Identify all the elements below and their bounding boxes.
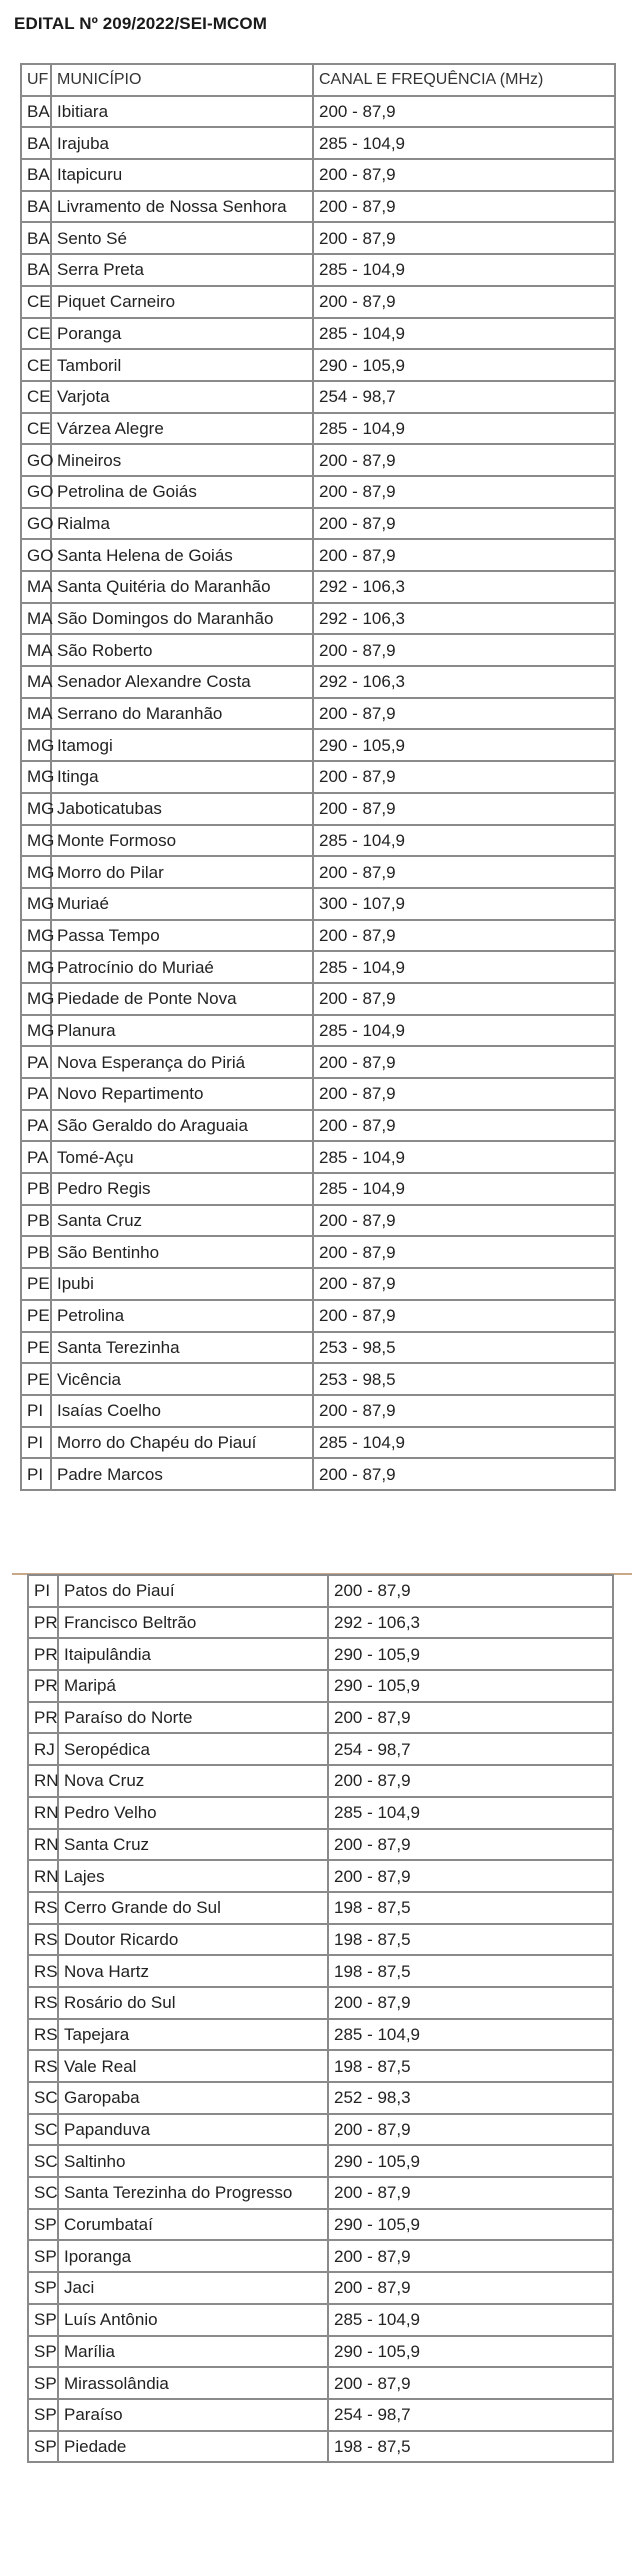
cell-canal-frequencia: 200 - 87,9 <box>313 1236 615 1268</box>
table-row <box>21 159 615 191</box>
cell-canal-frequencia: 253 - 98,5 <box>313 1332 615 1364</box>
cell-municipio: Várzea Alegre <box>51 413 313 445</box>
cell-uf: RS <box>28 1892 58 1924</box>
cell-canal-frequencia: 200 - 87,9 <box>313 634 615 666</box>
cell-uf: MA <box>21 666 51 698</box>
cell-canal-frequencia: 200 - 87,9 <box>313 983 615 1015</box>
cell-uf: SP <box>28 2431 58 2463</box>
cell-municipio: Isaías Coelho <box>51 1395 313 1427</box>
cell-uf: RN <box>28 1860 58 1892</box>
table-row <box>21 603 615 635</box>
cell-municipio: Paraíso <box>58 2399 328 2431</box>
cell-uf: SP <box>28 2399 58 2431</box>
cell-canal-frequencia: 290 - 105,9 <box>328 2336 613 2368</box>
table-row <box>21 983 615 1015</box>
cell-municipio: Monte Formoso <box>51 825 313 857</box>
cell-uf: SC <box>28 2177 58 2209</box>
cell-canal-frequencia: 198 - 87,5 <box>328 1924 613 1956</box>
cell-canal-frequencia: 200 - 87,9 <box>328 1575 613 1607</box>
cell-canal-frequencia: 200 - 87,9 <box>328 1860 613 1892</box>
cell-municipio: Saltinho <box>58 2145 328 2177</box>
table-row <box>28 1575 613 1607</box>
cell-municipio: Piedade <box>58 2431 328 2463</box>
cell-canal-frequencia: 285 - 104,9 <box>313 1173 615 1205</box>
cell-municipio: Livramento de Nossa Senhora <box>51 191 313 223</box>
cell-uf: PI <box>21 1395 51 1427</box>
cell-municipio: Itapicuru <box>51 159 313 191</box>
table-row <box>21 1458 615 1490</box>
cell-uf: PI <box>21 1458 51 1490</box>
cell-canal-frequencia: 292 - 106,3 <box>313 603 615 635</box>
cell-municipio: Itamogi <box>51 729 313 761</box>
cell-canal-frequencia: 285 - 104,9 <box>328 2304 613 2336</box>
cell-uf: CE <box>21 413 51 445</box>
table-row <box>28 2145 613 2177</box>
table-row <box>21 191 615 223</box>
cell-municipio: Itaipulândia <box>58 1638 328 1670</box>
cell-uf: PR <box>28 1607 58 1639</box>
table-row <box>21 476 615 508</box>
table-row <box>28 1860 613 1892</box>
cell-municipio: Lajes <box>58 1860 328 1892</box>
cell-uf: PB <box>21 1236 51 1268</box>
table-header-row <box>21 64 615 96</box>
table-row <box>21 1395 615 1427</box>
cell-municipio: Nova Cruz <box>58 1765 328 1797</box>
table-row <box>21 539 615 571</box>
cell-municipio: Pedro Velho <box>58 1797 328 1829</box>
cell-municipio: Petrolina de Goiás <box>51 476 313 508</box>
cell-municipio: Marília <box>58 2336 328 2368</box>
cell-uf: PB <box>21 1205 51 1237</box>
table-row <box>21 951 615 983</box>
cell-canal-frequencia: 200 - 87,9 <box>313 698 615 730</box>
cell-canal-frequencia: 200 - 87,9 <box>313 761 615 793</box>
cell-canal-frequencia: 290 - 105,9 <box>328 1638 613 1670</box>
table-row <box>21 856 615 888</box>
channel-table-part-2 <box>27 1574 614 2463</box>
cell-uf: CE <box>21 381 51 413</box>
cell-uf: MG <box>21 793 51 825</box>
table-row <box>28 1987 613 2019</box>
cell-canal-frequencia: 200 - 87,9 <box>313 96 615 128</box>
table-row <box>28 2114 613 2146</box>
table-row <box>21 698 615 730</box>
cell-canal-frequencia: 292 - 106,3 <box>328 1607 613 1639</box>
table-row <box>21 1078 615 1110</box>
cell-municipio: Planura <box>51 1015 313 1047</box>
table-row <box>21 1427 615 1459</box>
cell-canal-frequencia: 254 - 98,7 <box>313 381 615 413</box>
cell-municipio: Patos do Piauí <box>58 1575 328 1607</box>
table-row <box>21 381 615 413</box>
cell-canal-frequencia: 200 - 87,9 <box>313 444 615 476</box>
cell-canal-frequencia: 252 - 98,3 <box>328 2082 613 2114</box>
table-row <box>21 634 615 666</box>
cell-uf: BA <box>21 191 51 223</box>
cell-canal-frequencia: 200 - 87,9 <box>313 286 615 318</box>
cell-municipio: Passa Tempo <box>51 920 313 952</box>
cell-canal-frequencia: 285 - 104,9 <box>313 254 615 286</box>
table-row <box>21 127 615 159</box>
cell-municipio: Varjota <box>51 381 313 413</box>
cell-canal-frequencia: 200 - 87,9 <box>313 222 615 254</box>
cell-uf: SP <box>28 2272 58 2304</box>
cell-municipio: Novo Repartimento <box>51 1078 313 1110</box>
cell-uf: RJ <box>28 1733 58 1765</box>
table-row <box>21 793 615 825</box>
table-row <box>28 1638 613 1670</box>
cell-municipio: Sento Sé <box>51 222 313 254</box>
cell-canal-frequencia: 198 - 87,5 <box>328 2050 613 2082</box>
cell-municipio: Luís Antônio <box>58 2304 328 2336</box>
cell-municipio: Cerro Grande do Sul <box>58 1892 328 1924</box>
cell-canal-frequencia: 285 - 104,9 <box>313 318 615 350</box>
table-row <box>21 1300 615 1332</box>
table-row <box>21 761 615 793</box>
table-row <box>28 2209 613 2241</box>
cell-uf: MG <box>21 825 51 857</box>
cell-uf: BA <box>21 127 51 159</box>
cell-municipio: Corumbataí <box>58 2209 328 2241</box>
table-row <box>21 349 615 381</box>
cell-municipio: Jaci <box>58 2272 328 2304</box>
table-row <box>28 1607 613 1639</box>
cell-municipio: Vicência <box>51 1363 313 1395</box>
table-row <box>28 2050 613 2082</box>
cell-uf: PR <box>28 1670 58 1702</box>
cell-uf: PR <box>28 1702 58 1734</box>
cell-canal-frequencia: 200 - 87,9 <box>313 1078 615 1110</box>
cell-uf: CE <box>21 318 51 350</box>
cell-canal-frequencia: 198 - 87,5 <box>328 1955 613 1987</box>
cell-canal-frequencia: 292 - 106,3 <box>313 571 615 603</box>
cell-canal-frequencia: 200 - 87,9 <box>313 508 615 540</box>
cell-canal-frequencia: 200 - 87,9 <box>328 1829 613 1861</box>
table-row <box>21 1173 615 1205</box>
cell-municipio: Santa Quitéria do Maranhão <box>51 571 313 603</box>
cell-municipio: Tapejara <box>58 2019 328 2051</box>
cell-municipio: Seropédica <box>58 1733 328 1765</box>
cell-uf: RS <box>28 2019 58 2051</box>
cell-uf: RN <box>28 1765 58 1797</box>
cell-canal-frequencia: 290 - 105,9 <box>313 349 615 381</box>
cell-uf: MG <box>21 1015 51 1047</box>
table-row <box>28 2399 613 2431</box>
cell-canal-frequencia: 254 - 98,7 <box>328 1733 613 1765</box>
cell-uf: SC <box>28 2145 58 2177</box>
cell-canal-frequencia: 200 - 87,9 <box>313 856 615 888</box>
cell-municipio: Patrocínio do Muriaé <box>51 951 313 983</box>
cell-municipio: Serrano do Maranhão <box>51 698 313 730</box>
cell-uf: MG <box>21 983 51 1015</box>
table-row <box>28 2019 613 2051</box>
table-row <box>28 2367 613 2399</box>
cell-canal-frequencia: 285 - 104,9 <box>313 951 615 983</box>
cell-municipio: Senador Alexandre Costa <box>51 666 313 698</box>
cell-canal-frequencia: 200 - 87,9 <box>313 1205 615 1237</box>
cell-canal-frequencia: 253 - 98,5 <box>313 1363 615 1395</box>
cell-uf: PE <box>21 1268 51 1300</box>
cell-uf: BA <box>21 96 51 128</box>
table-row <box>28 1797 613 1829</box>
table-row <box>21 1110 615 1142</box>
table-row <box>21 1363 615 1395</box>
cell-canal-frequencia: 285 - 104,9 <box>313 127 615 159</box>
cell-municipio: Petrolina <box>51 1300 313 1332</box>
cell-canal-frequencia: 200 - 87,9 <box>313 1110 615 1142</box>
cell-canal-frequencia: 200 - 87,9 <box>328 2367 613 2399</box>
cell-canal-frequencia: 285 - 104,9 <box>328 2019 613 2051</box>
table-row <box>21 222 615 254</box>
cell-uf: PA <box>21 1141 51 1173</box>
cell-canal-frequencia: 200 - 87,9 <box>328 2240 613 2272</box>
cell-municipio: Francisco Beltrão <box>58 1607 328 1639</box>
cell-municipio: Garopaba <box>58 2082 328 2114</box>
cell-canal-frequencia: 285 - 104,9 <box>313 1141 615 1173</box>
cell-uf: BA <box>21 222 51 254</box>
cell-canal-frequencia: 200 - 87,9 <box>313 1268 615 1300</box>
cell-uf: PE <box>21 1300 51 1332</box>
cell-municipio: Ibitiara <box>51 96 313 128</box>
cell-municipio: Santa Terezinha <box>51 1332 313 1364</box>
cell-canal-frequencia: 200 - 87,9 <box>328 2114 613 2146</box>
cell-municipio: Itinga <box>51 761 313 793</box>
cell-uf: MA <box>21 698 51 730</box>
table-row <box>28 2082 613 2114</box>
table-row <box>28 1924 613 1956</box>
table-row <box>21 1141 615 1173</box>
cell-municipio: Maripá <box>58 1670 328 1702</box>
cell-uf: SP <box>28 2240 58 2272</box>
cell-municipio: Santa Cruz <box>51 1205 313 1237</box>
cell-canal-frequencia: 200 - 87,9 <box>313 159 615 191</box>
cell-uf: PI <box>28 1575 58 1607</box>
cell-municipio: Iporanga <box>58 2240 328 2272</box>
cell-municipio: São Bentinho <box>51 1236 313 1268</box>
cell-uf: SP <box>28 2367 58 2399</box>
table-row <box>28 1733 613 1765</box>
cell-uf: MG <box>21 856 51 888</box>
cell-municipio: Rosário do Sul <box>58 1987 328 2019</box>
table-row <box>28 1670 613 1702</box>
cell-municipio: Tamboril <box>51 349 313 381</box>
cell-municipio: Rialma <box>51 508 313 540</box>
cell-canal-frequencia: 198 - 87,5 <box>328 2431 613 2463</box>
cell-uf: SP <box>28 2336 58 2368</box>
cell-canal-frequencia: 200 - 87,9 <box>328 2272 613 2304</box>
table-row <box>28 1765 613 1797</box>
table-row <box>21 254 615 286</box>
cell-uf: PA <box>21 1046 51 1078</box>
table-row <box>28 2240 613 2272</box>
cell-canal-frequencia: 200 - 87,9 <box>328 1765 613 1797</box>
table-row <box>21 1205 615 1237</box>
cell-uf: MA <box>21 603 51 635</box>
cell-uf: MA <box>21 571 51 603</box>
cell-municipio: Morro do Chapéu do Piauí <box>51 1427 313 1459</box>
cell-uf: SC <box>28 2114 58 2146</box>
table-row <box>21 571 615 603</box>
table-row <box>28 1892 613 1924</box>
cell-municipio: São Roberto <box>51 634 313 666</box>
table-row <box>21 888 615 920</box>
table-row <box>21 825 615 857</box>
cell-canal-frequencia: 200 - 87,9 <box>313 476 615 508</box>
cell-municipio: Santa Terezinha do Progresso <box>58 2177 328 2209</box>
cell-uf: RS <box>28 1987 58 2019</box>
cell-canal-frequencia: 285 - 104,9 <box>328 1797 613 1829</box>
cell-uf: GO <box>21 508 51 540</box>
cell-canal-frequencia: 200 - 87,9 <box>313 539 615 571</box>
cell-canal-frequencia: 200 - 87,9 <box>328 1702 613 1734</box>
cell-municipio: Mineiros <box>51 444 313 476</box>
cell-municipio: Tomé-Açu <box>51 1141 313 1173</box>
cell-uf: GO <box>21 444 51 476</box>
cell-municipio: Padre Marcos <box>51 1458 313 1490</box>
cell-canal-frequencia: 200 - 87,9 <box>313 1300 615 1332</box>
table-row <box>28 2177 613 2209</box>
table-row <box>28 2272 613 2304</box>
table-row <box>21 666 615 698</box>
cell-canal-frequencia: 290 - 105,9 <box>328 1670 613 1702</box>
table-row <box>21 920 615 952</box>
cell-canal-frequencia: 285 - 104,9 <box>313 1015 615 1047</box>
table-row <box>21 1268 615 1300</box>
cell-canal-frequencia: 200 - 87,9 <box>313 191 615 223</box>
table-row <box>28 2431 613 2463</box>
table-row <box>21 1015 615 1047</box>
cell-municipio: Irajuba <box>51 127 313 159</box>
cell-uf: RS <box>28 1924 58 1956</box>
cell-canal-frequencia: 200 - 87,9 <box>313 1458 615 1490</box>
cell-municipio: Morro do Pilar <box>51 856 313 888</box>
cell-canal-frequencia: 200 - 87,9 <box>328 2177 613 2209</box>
table-row <box>21 1046 615 1078</box>
cell-municipio: Nova Esperança do Piriá <box>51 1046 313 1078</box>
cell-municipio: Serra Preta <box>51 254 313 286</box>
table-row <box>28 1955 613 1987</box>
cell-uf: RN <box>28 1797 58 1829</box>
table-row <box>21 508 615 540</box>
cell-uf: RN <box>28 1829 58 1861</box>
cell-municipio: Vale Real <box>58 2050 328 2082</box>
cell-municipio: Ipubi <box>51 1268 313 1300</box>
cell-municipio: Mirassolândia <box>58 2367 328 2399</box>
cell-uf: RS <box>28 1955 58 1987</box>
cell-uf: MG <box>21 761 51 793</box>
cell-uf: PE <box>21 1332 51 1364</box>
cell-uf: SC <box>28 2082 58 2114</box>
cell-uf: MG <box>21 888 51 920</box>
cell-municipio: Piquet Carneiro <box>51 286 313 318</box>
table-row <box>21 413 615 445</box>
cell-uf: PI <box>21 1427 51 1459</box>
cell-canal-frequencia: 200 - 87,9 <box>313 1046 615 1078</box>
cell-municipio: Santa Cruz <box>58 1829 328 1861</box>
cell-uf: GO <box>21 539 51 571</box>
cell-canal-frequencia: 290 - 105,9 <box>328 2145 613 2177</box>
cell-municipio: Muriaé <box>51 888 313 920</box>
cell-canal-frequencia: 200 - 87,9 <box>313 920 615 952</box>
cell-uf: MA <box>21 634 51 666</box>
table-row <box>21 286 615 318</box>
header-municipio: MUNICÍPIO <box>51 64 313 96</box>
page-title: EDITAL Nº 209/2022/SEI-MCOM <box>14 14 267 33</box>
cell-canal-frequencia: 290 - 105,9 <box>328 2209 613 2241</box>
cell-canal-frequencia: 200 - 87,9 <box>328 1987 613 2019</box>
cell-municipio: Jaboticatubas <box>51 793 313 825</box>
cell-municipio: Santa Helena de Goiás <box>51 539 313 571</box>
cell-municipio: Papanduva <box>58 2114 328 2146</box>
cell-uf: CE <box>21 349 51 381</box>
table-row <box>28 1829 613 1861</box>
cell-municipio: Poranga <box>51 318 313 350</box>
table-row <box>21 729 615 761</box>
table-row <box>21 1236 615 1268</box>
table-row <box>21 1332 615 1364</box>
table-row <box>28 2304 613 2336</box>
table-row <box>28 2336 613 2368</box>
cell-uf: PE <box>21 1363 51 1395</box>
cell-uf: CE <box>21 286 51 318</box>
cell-canal-frequencia: 285 - 104,9 <box>313 825 615 857</box>
table-row <box>21 96 615 128</box>
cell-uf: GO <box>21 476 51 508</box>
cell-canal-frequencia: 198 - 87,5 <box>328 1892 613 1924</box>
cell-canal-frequencia: 290 - 105,9 <box>313 729 615 761</box>
cell-uf: BA <box>21 159 51 191</box>
header-canal-frequencia: CANAL E FREQUÊNCIA (MHz) <box>313 64 615 96</box>
cell-uf: MG <box>21 729 51 761</box>
cell-canal-frequencia: 200 - 87,9 <box>313 1395 615 1427</box>
cell-canal-frequencia: 292 - 106,3 <box>313 666 615 698</box>
cell-municipio: São Geraldo do Araguaia <box>51 1110 313 1142</box>
cell-uf: SP <box>28 2304 58 2336</box>
cell-municipio: Doutor Ricardo <box>58 1924 328 1956</box>
cell-canal-frequencia: 285 - 104,9 <box>313 1427 615 1459</box>
cell-municipio: Pedro Regis <box>51 1173 313 1205</box>
cell-canal-frequencia: 200 - 87,9 <box>313 793 615 825</box>
cell-uf: BA <box>21 254 51 286</box>
table-row <box>21 318 615 350</box>
cell-uf: MG <box>21 951 51 983</box>
cell-uf: SP <box>28 2209 58 2241</box>
cell-uf: MG <box>21 920 51 952</box>
cell-uf: RS <box>28 2050 58 2082</box>
cell-canal-frequencia: 285 - 104,9 <box>313 413 615 445</box>
cell-canal-frequencia: 254 - 98,7 <box>328 2399 613 2431</box>
cell-uf: PA <box>21 1078 51 1110</box>
cell-municipio: São Domingos do Maranhão <box>51 603 313 635</box>
table-row <box>21 444 615 476</box>
cell-uf: PA <box>21 1110 51 1142</box>
channel-table-part-1 <box>20 63 616 1491</box>
table-row <box>28 1702 613 1734</box>
cell-uf: PB <box>21 1173 51 1205</box>
cell-municipio: Piedade de Ponte Nova <box>51 983 313 1015</box>
cell-uf: PR <box>28 1638 58 1670</box>
cell-municipio: Paraíso do Norte <box>58 1702 328 1734</box>
cell-canal-frequencia: 300 - 107,9 <box>313 888 615 920</box>
header-uf: UF <box>21 64 51 96</box>
cell-municipio: Nova Hartz <box>58 1955 328 1987</box>
